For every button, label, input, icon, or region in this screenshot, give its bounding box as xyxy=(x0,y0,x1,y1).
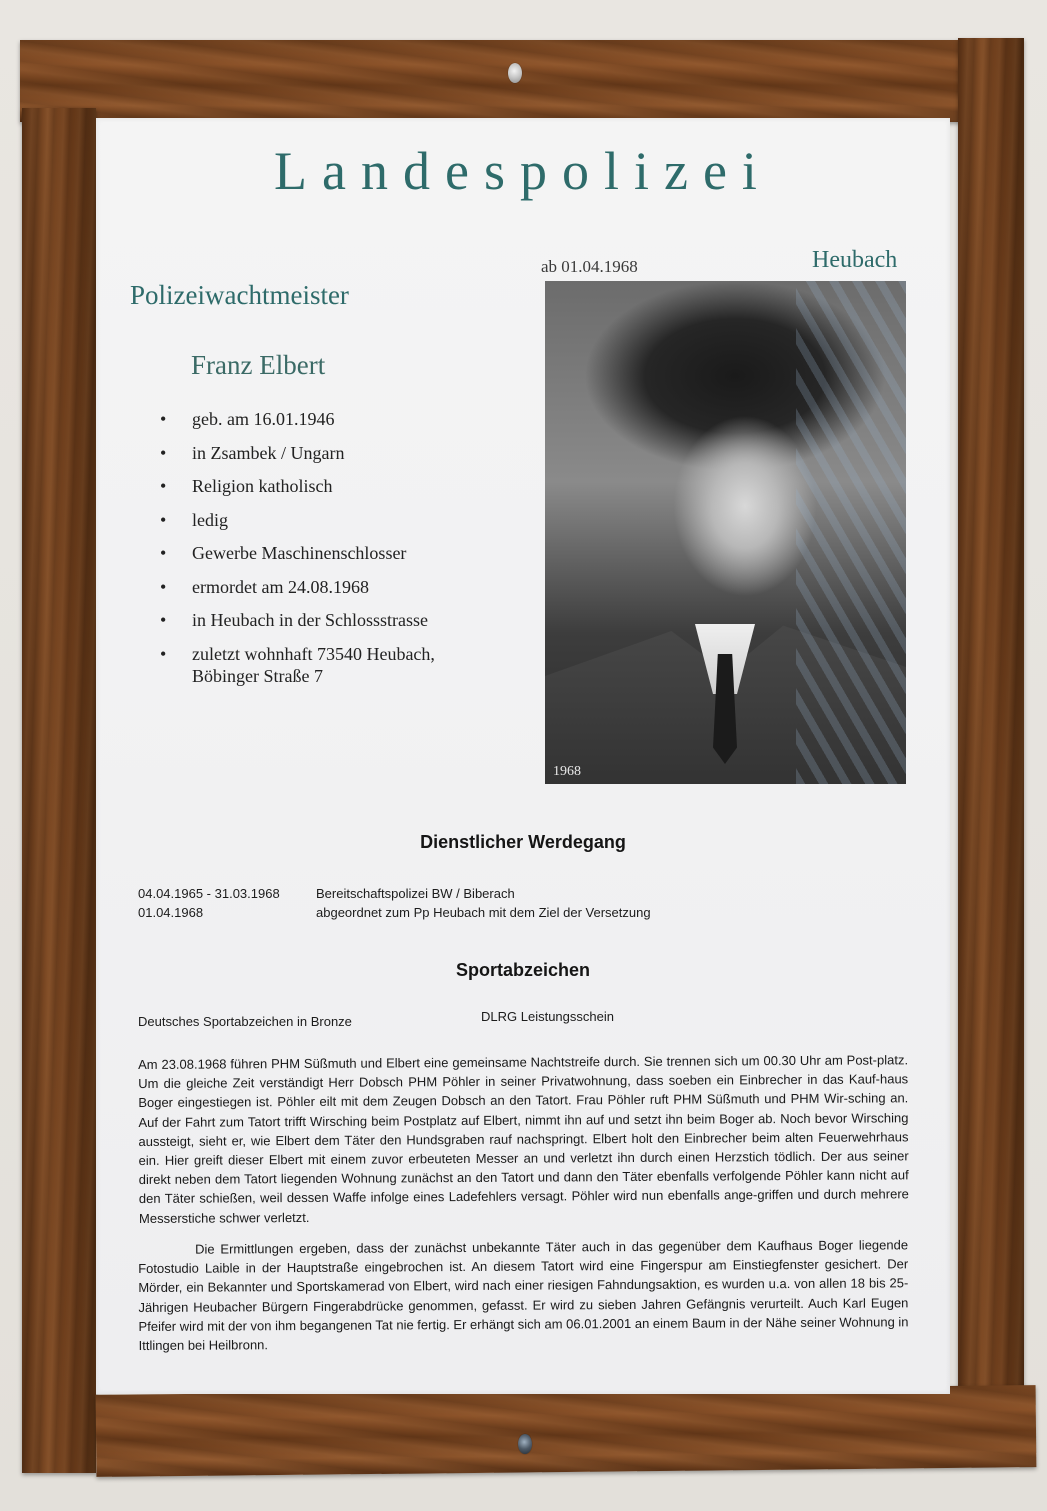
fact-item: • in Heubach in der Schlossstrasse xyxy=(160,609,435,631)
career-date: 04.04.1965 - 31.03.1968 xyxy=(138,886,280,901)
glass-reflection xyxy=(796,281,906,784)
screw-icon xyxy=(518,1434,532,1454)
facts-list xyxy=(160,408,435,698)
sport-item: Deutsches Sportabzeichen in Bronze xyxy=(138,1014,352,1029)
frame-top-bar xyxy=(20,40,960,122)
career-row xyxy=(138,905,651,920)
person-name: Franz Elbert xyxy=(191,350,326,380)
sport-item: DLRG Leistungsschein xyxy=(481,1009,614,1024)
career-date: 01.04.1968 xyxy=(138,905,204,920)
story-paragraph: Am 23.08.1968 führen PHM Süßmuth und Elbert eine gemeinsame Nachtstreife durch. Sie trennen sich um 00.30 Uhr am Post-platz. Um die gleiche Zeit verständigt Herr Dobsch PHM Pöhler in seiner Privatwohnung, dass soeben ein Einbrecher in das Kauf-haus Boger eingestiegen ist. Pöhler eilt mit dem Zeugen Dobsch an den Tatort. Frau Pöhler ruft PHM Süßmuth und PHM Wir-sching an. Auf der Fahrt zum Tatort trifft Wirsching beim Postplatz auf Elbert, nimmt ihn auf und setzt ihn beim Boger ab. Noch bevor Wirsching aussteigt, sieht er, wie Elbert dem Täter den Hundsgraben rauf nachspringt. Elbert holt den Einbrecher beim alten Feuerwehrhaus ein. Hier greift dieser Elbert mit einem zuvor erbeuteten Messer an und verletzt ihn durch einen Herzstich tödlich. Der aus seiner direkt neben dem Tatort liegenden Wohnung zunächst an den Tatort und dann den Täter ebenfalls verfolgende Pöhler kann nicht auf den Täter schießen, weil dessen Waffe infolge eines Ladefehlers versagt. Pöhler wird nun ebenfalls ange-griffen und durch mehrere Messerstiche schwer verletzt. xyxy=(138,1052,909,1226)
career-heading: Dienstlicher Werdegang xyxy=(420,832,626,852)
career-text: abgeordnet zum Pp Heubach mit dem Ziel der Versetzung xyxy=(316,905,651,920)
frame-right-bar xyxy=(958,38,1024,1438)
story-paragraph: Die Ermittlungen ergeben, dass der zunächst unbekannte Täter auch in das gegenüber dem Kaufhaus Boger liegende Fotostudio Laible in der Hauptstraße eingebrochen ist. An diesem Tatort wird eine Fingerspur am Einstiegfenster gesichert. Der Mörder, ein Bekannter und Sportskamerad von Elbert, wird nach einer riesigen Fahndungsaktion, es wurden u.a. von allen 18 bis 25-Jährigen Heubacher Bürgern Fingerabdrücke genommen, gefasst. Er wird zu sieben Jahren Gefängnis verurteilt. Auch Karl Eugen Pfeifer wird mit der von ihm begangenen Tat nie fertig. Er erhängt sich am 06.01.2001 an einem Baum in der Nähe seiner Wohnung in Ittlingen bei Heilbronn. xyxy=(138,1237,909,1354)
portrait-photo xyxy=(545,281,906,784)
fact-item: • in Zsambek / Ungarn xyxy=(160,442,435,464)
fact-item: • zuletzt wohnhaft 73540 Heubach, Böbinger Straße 7 xyxy=(160,643,435,687)
career-text: Bereitschaftspolizei BW / Biberach xyxy=(316,886,515,901)
rank-label: Polizeiwachtmeister xyxy=(130,280,349,310)
fact-item: • Gewerbe Maschinenschlosser xyxy=(160,542,435,564)
frame-left-bar xyxy=(22,108,96,1473)
poster-title: Landespolizei xyxy=(274,141,772,201)
since-date: ab 01.04.1968 xyxy=(541,257,638,276)
sport-heading: Sportabzeichen xyxy=(455,960,591,980)
memorial-poster xyxy=(96,118,950,1394)
screw-icon xyxy=(508,63,522,83)
fact-item: • Religion katholisch xyxy=(160,475,435,497)
photo-year-label: 1968 xyxy=(553,764,581,779)
fact-item: • ermordet am 24.08.1968 xyxy=(160,576,435,598)
frame-bottom-bar xyxy=(96,1385,1037,1477)
place-label: Heubach xyxy=(812,247,898,273)
fact-item: • geb. am 16.01.1946 xyxy=(160,408,435,430)
career-row xyxy=(138,886,515,901)
fact-item: • ledig xyxy=(160,509,435,531)
